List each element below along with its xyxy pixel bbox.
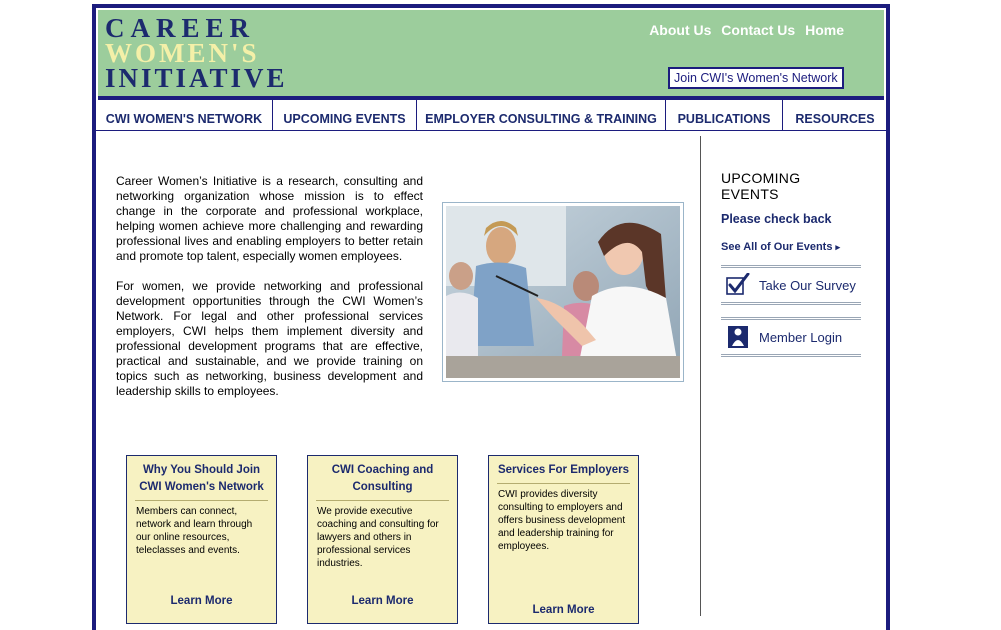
join-network-button[interactable]: Join CWI's Women's Network — [668, 67, 844, 89]
nav-cwi-womens-network[interactable]: CWI WOMEN'S NETWORK — [96, 100, 273, 130]
why-join-title: Why You Should Join CWI Women's Network — [139, 464, 264, 493]
page-frame — [92, 4, 890, 630]
about-us-link[interactable]: About Us — [649, 22, 712, 38]
site-header — [98, 10, 884, 100]
employers-title: Services For Employers — [497, 464, 630, 476]
logo-line-3: INITIATIVE — [105, 63, 288, 93]
take-survey-label: Take Our Survey — [759, 277, 856, 293]
nav-employer-consulting[interactable]: EMPLOYER CONSULTING & TRAINING — [417, 100, 666, 130]
main-nav — [96, 100, 886, 131]
member-login-button[interactable] — [721, 317, 861, 357]
contact-us-link[interactable]: Contact Us — [721, 22, 796, 38]
nav-resources[interactable]: RESOURCES — [795, 112, 875, 126]
please-check-back: Please check back — [721, 212, 832, 226]
coaching-box — [307, 455, 458, 624]
employers-box — [488, 455, 639, 624]
member-login-label: Member Login — [759, 329, 843, 345]
nav-publications[interactable]: PUBLICATIONS — [666, 100, 783, 130]
take-survey-button[interactable] — [721, 265, 861, 305]
logo-line-1: CAREER — [105, 13, 256, 43]
top-links — [643, 22, 844, 38]
meeting-photo — [442, 202, 684, 382]
member-person-icon — [725, 325, 751, 349]
arrow-right-icon: ▸ — [835, 242, 841, 252]
site-logo[interactable] — [105, 13, 288, 93]
nav-upcoming-events[interactable]: UPCOMING EVENTS — [273, 100, 417, 130]
see-all-events-label: See All of Our Events — [721, 241, 833, 253]
employers-body: CWI provides diversity consulting to employers and offers business development and leadership training for employees. — [498, 489, 626, 552]
why-join-body: Members can connect, network and learn through our online resources, teleclasses and events. — [136, 506, 253, 556]
why-join-learn-more-link[interactable]: Learn More — [170, 595, 233, 607]
intro-paragraph-1: Career Women’s Initiative is a research, consulting and networking organization whose mission is to effect change in the corporate and professional workplace, helping women achieve more challenging and rewarding professional lives and enabling employers to better retain and promote top talent, especially women employees. — [116, 174, 423, 263]
why-join-box — [126, 455, 277, 624]
employers-learn-more-link[interactable]: Learn More — [532, 604, 595, 616]
checkbox-check-icon — [725, 273, 751, 297]
logo-line-2: WOMEN'S — [105, 38, 260, 68]
intro-text — [116, 174, 423, 414]
meeting-photo-image — [446, 206, 680, 378]
upcoming-events-heading: UPCOMING EVENTS — [721, 170, 801, 202]
home-link[interactable]: Home — [805, 22, 844, 38]
coaching-learn-more-link[interactable]: Learn More — [351, 595, 414, 607]
see-all-events-link[interactable] — [721, 241, 861, 253]
coaching-body: We provide executive coaching and consulting for lawyers and others in professional services industries. — [317, 506, 439, 569]
coaching-title: CWI Coaching and Consulting — [331, 464, 434, 493]
intro-paragraph-2: For women, we provide networking and professional development opportunities through the CWI Women’s Network. For legal and other professional services employers, CWI helps them implement diversity and professional development programs that are effective, practical and sustainable, and we provide training on topics such as networking, business development and leadership skills to employees. — [116, 279, 423, 398]
sidebar-divider — [700, 136, 701, 616]
sidebar — [721, 170, 861, 357]
